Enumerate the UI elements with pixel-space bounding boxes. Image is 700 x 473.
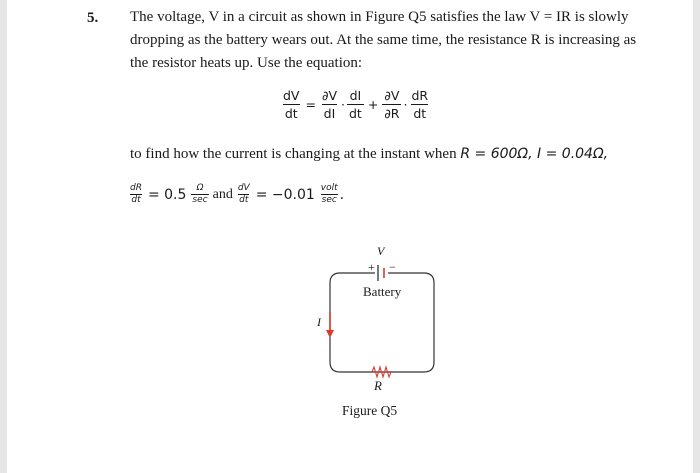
denominator: dt <box>284 106 298 121</box>
denominator: dI <box>323 106 336 121</box>
plus-terminal: + <box>368 260 375 274</box>
unit-ohm-per-sec <box>191 183 208 206</box>
period: . <box>339 186 345 203</box>
fraction-dr-dt <box>409 88 430 121</box>
numerator: ∂V <box>384 88 400 103</box>
unit-volt-per-sec <box>320 183 339 206</box>
resistor-label: R <box>374 378 382 393</box>
question-line-1: The voltage, V in a circuit as shown in Figure Q5 satisfies the law V = IR is slowly <box>130 9 629 25</box>
numerator: dR <box>411 88 429 103</box>
denominator: dt <box>348 106 362 121</box>
left-border <box>0 0 7 473</box>
rate-value-1: = 0.5 <box>147 186 187 203</box>
denominator: sec <box>192 195 208 205</box>
denominator: dt <box>239 195 249 205</box>
rate-value-2: = −0.01 <box>255 186 315 203</box>
plus-sign: + <box>367 97 379 112</box>
find-prefix: to find how the current is changing at the instant when <box>130 146 461 162</box>
dot-operator: · <box>341 97 345 112</box>
denominator: dt <box>131 195 141 205</box>
numerator: Ω <box>196 183 204 193</box>
numerator: dI <box>349 88 362 103</box>
fraction-partial-v-partial-r <box>382 88 401 121</box>
figure-caption: Figure Q5 <box>342 403 398 418</box>
right-border <box>693 0 700 473</box>
battery-label: Battery <box>363 284 402 299</box>
chain-rule-equation <box>280 88 431 121</box>
equals-sign: = <box>305 97 316 112</box>
fraction-dv-dt-small <box>237 183 251 206</box>
minus-terminal: − <box>389 260 396 274</box>
and-word: and <box>212 186 233 202</box>
voltage-label: V <box>377 244 385 258</box>
rates-equation <box>128 183 344 206</box>
dot-operator: · <box>403 97 408 112</box>
circuit-figure <box>300 240 460 440</box>
numerator: dR <box>130 183 142 193</box>
current-label: I <box>317 315 321 329</box>
denominator: sec <box>321 195 337 205</box>
numerator: dV <box>283 88 300 103</box>
fraction-di-dt <box>347 88 364 121</box>
fraction-dv-dt <box>281 88 302 121</box>
denominator: ∂R <box>384 106 400 121</box>
question-line-3: the resistor heats up. Use the equation: <box>130 55 363 71</box>
given-values: R = 600Ω, I = 0.04Ω, <box>460 146 609 162</box>
question-number: 5. <box>87 10 99 26</box>
current-arrow-head <box>326 330 334 338</box>
fraction-dr-dt-small <box>129 183 143 206</box>
numerator: dV <box>237 183 250 193</box>
fraction-partial-v-di <box>320 88 339 121</box>
numerator: ∂V <box>321 88 337 103</box>
denominator: dt <box>413 106 427 121</box>
numerator: volt <box>320 183 338 193</box>
question-line-4 <box>130 146 608 163</box>
question-line-2: dropping as the battery wears out. At the same time, the resistance R is increasing as <box>130 32 637 48</box>
